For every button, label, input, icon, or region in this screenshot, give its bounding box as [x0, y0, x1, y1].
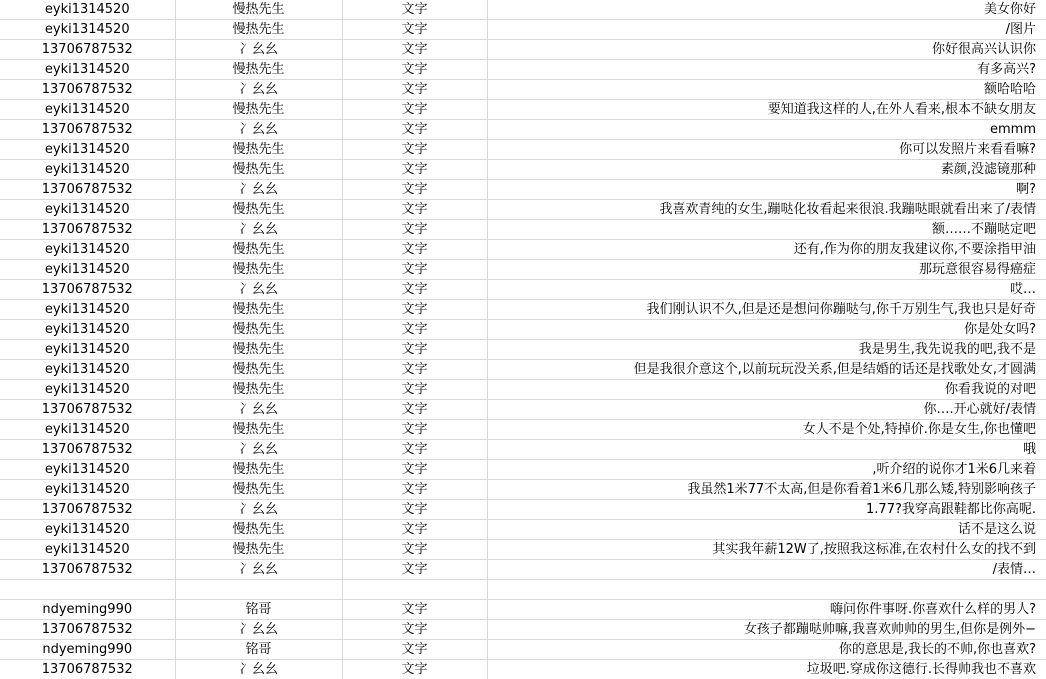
table-row: [0, 340, 1046, 360]
cell-type: 文字: [342, 220, 487, 240]
table-row: [0, 540, 1046, 560]
cell-account: eyki1314520: [0, 520, 175, 540]
cell-account: eyki1314520: [0, 420, 175, 440]
cell-message: 其实我年薪12W了,按照我这标准,在农村什么女的找不到: [487, 540, 1046, 560]
cell-type: 文字: [342, 280, 487, 300]
table-row: [0, 240, 1046, 260]
cell-account: eyki1314520: [0, 380, 175, 400]
cell-nickname: 冫幺幺: [175, 500, 342, 520]
cell-type: [342, 580, 487, 600]
cell-nickname: 冫幺幺: [175, 280, 342, 300]
cell-type: 文字: [342, 480, 487, 500]
cell-nickname: 冫幺幺: [175, 620, 342, 640]
cell-type: 文字: [342, 240, 487, 260]
table-row: [0, 520, 1046, 540]
table-row: [0, 280, 1046, 300]
cell-account: 13706787532: [0, 40, 175, 60]
cell-nickname: 冫幺幺: [175, 560, 342, 580]
cell-message: 你的意思是,我长的不帅,你也喜欢?: [487, 640, 1046, 660]
cell-message: 哦: [487, 440, 1046, 460]
cell-account: 13706787532: [0, 440, 175, 460]
cell-nickname: 慢热先生: [175, 540, 342, 560]
cell-message: 我虽然1米77不太高,但是你看着1米6几那么矮,特别影响孩子: [487, 480, 1046, 500]
cell-account: eyki1314520: [0, 160, 175, 180]
cell-type: 文字: [342, 320, 487, 340]
table-row: [0, 400, 1046, 420]
cell-account: 13706787532: [0, 80, 175, 100]
cell-nickname: 慢热先生: [175, 200, 342, 220]
cell-nickname: 冫幺幺: [175, 440, 342, 460]
cell-nickname: 慢热先生: [175, 140, 342, 160]
table-row: [0, 300, 1046, 320]
cell-account: eyki1314520: [0, 240, 175, 260]
cell-message: 素颜,没滤镜那种: [487, 160, 1046, 180]
cell-nickname: [175, 580, 342, 600]
cell-account: eyki1314520: [0, 480, 175, 500]
cell-message: emmm: [487, 120, 1046, 140]
cell-nickname: 慢热先生: [175, 20, 342, 40]
cell-type: 文字: [342, 140, 487, 160]
cell-message: ,听介绍的说你才1米6几来着: [487, 460, 1046, 480]
cell-type: 文字: [342, 40, 487, 60]
table-row: [0, 500, 1046, 520]
table-row: [0, 480, 1046, 500]
cell-account: eyki1314520: [0, 100, 175, 120]
table-row: [0, 0, 1046, 20]
table-row: [0, 60, 1046, 80]
cell-nickname: 慢热先生: [175, 0, 342, 20]
cell-type: 文字: [342, 400, 487, 420]
table-row: [0, 640, 1046, 660]
cell-nickname: 慢热先生: [175, 360, 342, 380]
cell-type: 文字: [342, 380, 487, 400]
cell-message: 你是处女吗?: [487, 320, 1046, 340]
cell-account: eyki1314520: [0, 20, 175, 40]
cell-account: 13706787532: [0, 400, 175, 420]
table-row: [0, 140, 1046, 160]
cell-nickname: 慢热先生: [175, 60, 342, 80]
cell-type: 文字: [342, 120, 487, 140]
cell-nickname: 慢热先生: [175, 380, 342, 400]
cell-type: 文字: [342, 100, 487, 120]
cell-message: 哎…: [487, 280, 1046, 300]
table-row: [0, 220, 1046, 240]
table-row: [0, 320, 1046, 340]
cell-type: 文字: [342, 640, 487, 660]
cell-type: 文字: [342, 500, 487, 520]
cell-type: 文字: [342, 60, 487, 80]
cell-message: 有多高兴?: [487, 60, 1046, 80]
cell-account: 13706787532: [0, 120, 175, 140]
cell-account: eyki1314520: [0, 360, 175, 380]
cell-message: 1.77?我穿高跟鞋都比你高呢.: [487, 500, 1046, 520]
cell-account: eyki1314520: [0, 540, 175, 560]
cell-type: 文字: [342, 440, 487, 460]
cell-message: 要知道我这样的人,在外人看来,根本不缺女朋友: [487, 100, 1046, 120]
table-row: [0, 80, 1046, 100]
cell-account: 13706787532: [0, 220, 175, 240]
table-row: [0, 660, 1046, 679]
cell-type: 文字: [342, 0, 487, 20]
cell-message: 女孩子都蹦哒帅嘛,我喜欢帅帅的男生,但你是例外−: [487, 620, 1046, 640]
cell-message: [487, 580, 1046, 600]
cell-type: 文字: [342, 340, 487, 360]
table-row: [0, 560, 1046, 580]
cell-account: 13706787532: [0, 560, 175, 580]
cell-message: 额哈哈哈: [487, 80, 1046, 100]
cell-message: 你可以发照片来看看嘛?: [487, 140, 1046, 160]
cell-account: 13706787532: [0, 280, 175, 300]
cell-nickname: 冫幺幺: [175, 220, 342, 240]
cell-account: 13706787532: [0, 660, 175, 679]
cell-message: /图片: [487, 20, 1046, 40]
table-row: [0, 100, 1046, 120]
table-row: [0, 460, 1046, 480]
table-row: [0, 200, 1046, 220]
cell-type: 文字: [342, 360, 487, 380]
table-row: [0, 120, 1046, 140]
cell-type: 文字: [342, 620, 487, 640]
cell-type: 文字: [342, 420, 487, 440]
cell-nickname: 慢热先生: [175, 420, 342, 440]
table-row-spacer: [0, 580, 1046, 600]
table-row: [0, 620, 1046, 640]
cell-account: eyki1314520: [0, 340, 175, 360]
cell-account: eyki1314520: [0, 320, 175, 340]
cell-account: [0, 580, 175, 600]
cell-message: 女人不是个处,特掉价.你是女生,你也懂吧: [487, 420, 1046, 440]
cell-message: 你看我说的对吧: [487, 380, 1046, 400]
cell-account: eyki1314520: [0, 300, 175, 320]
cell-type: 文字: [342, 460, 487, 480]
cell-message: 额……不蹦哒定吧: [487, 220, 1046, 240]
cell-message: 啊?: [487, 180, 1046, 200]
cell-nickname: 慢热先生: [175, 520, 342, 540]
table-row: [0, 440, 1046, 460]
cell-nickname: 慢热先生: [175, 340, 342, 360]
cell-account: eyki1314520: [0, 60, 175, 80]
table-row: [0, 260, 1046, 280]
cell-account: ndyeming990: [0, 600, 175, 620]
cell-message: 我们刚认识不久,但是还是想问你蹦哒勻,你千万别生气,我也只是好奇: [487, 300, 1046, 320]
cell-nickname: 慢热先生: [175, 320, 342, 340]
table-row: [0, 380, 1046, 400]
table-row: [0, 160, 1046, 180]
cell-nickname: 冫幺幺: [175, 400, 342, 420]
cell-nickname: 铭哥: [175, 600, 342, 620]
cell-type: 文字: [342, 200, 487, 220]
cell-message: 话不是这么说: [487, 520, 1046, 540]
cell-message: 我喜欢青纯的女生,蹦哒化妆看起来很浪.我蹦哒眼就看出来了/表情: [487, 200, 1046, 220]
table-row: [0, 600, 1046, 620]
cell-nickname: 慢热先生: [175, 300, 342, 320]
cell-message: 嗨问你件事呀.你喜欢什么样的男人?: [487, 600, 1046, 620]
cell-type: 文字: [342, 160, 487, 180]
table-row: [0, 40, 1046, 60]
cell-type: 文字: [342, 80, 487, 100]
cell-account: ndyeming990: [0, 640, 175, 660]
cell-message: 那玩意很容易得癌症: [487, 260, 1046, 280]
cell-nickname: 慢热先生: [175, 480, 342, 500]
cell-message: 你好很高兴认识你: [487, 40, 1046, 60]
cell-account: 13706787532: [0, 500, 175, 520]
cell-account: 13706787532: [0, 620, 175, 640]
cell-message: 还有,作为你的朋友我建议你,不要涂指甲油: [487, 240, 1046, 260]
cell-nickname: 冫幺幺: [175, 660, 342, 679]
cell-type: 文字: [342, 300, 487, 320]
cell-nickname: 慢热先生: [175, 100, 342, 120]
cell-message: 垃圾吧.穿成你这德行.长得帅我也不喜欢: [487, 660, 1046, 679]
cell-account: eyki1314520: [0, 260, 175, 280]
cell-type: 文字: [342, 20, 487, 40]
cell-account: eyki1314520: [0, 140, 175, 160]
table-row: [0, 20, 1046, 40]
cell-nickname: 冫幺幺: [175, 180, 342, 200]
cell-type: 文字: [342, 180, 487, 200]
cell-message: 但是我很介意这个,以前玩玩没关系,但是结婚的话还是找歌处女,才圆满: [487, 360, 1046, 380]
table-row: [0, 360, 1046, 380]
cell-type: 文字: [342, 660, 487, 679]
cell-nickname: 慢热先生: [175, 460, 342, 480]
cell-message: 你….开心就好/表情: [487, 400, 1046, 420]
table-row: [0, 180, 1046, 200]
cell-account: 13706787532: [0, 180, 175, 200]
cell-nickname: 冫幺幺: [175, 80, 342, 100]
cell-account: eyki1314520: [0, 0, 175, 20]
cell-type: 文字: [342, 540, 487, 560]
cell-account: eyki1314520: [0, 200, 175, 220]
table-row: [0, 420, 1046, 440]
cell-message: /表情…: [487, 560, 1046, 580]
cell-nickname: 铭哥: [175, 640, 342, 660]
cell-nickname: 冫幺幺: [175, 40, 342, 60]
cell-account: eyki1314520: [0, 460, 175, 480]
cell-nickname: 慢热先生: [175, 160, 342, 180]
cell-type: 文字: [342, 520, 487, 540]
cell-type: 文字: [342, 560, 487, 580]
cell-type: 文字: [342, 260, 487, 280]
cell-nickname: 冫幺幺: [175, 120, 342, 140]
cell-message: 我是男生,我先说我的吧,我不是: [487, 340, 1046, 360]
cell-nickname: 慢热先生: [175, 260, 342, 280]
cell-nickname: 慢热先生: [175, 240, 342, 260]
cell-type: 文字: [342, 600, 487, 620]
cell-message: 美女你好: [487, 0, 1046, 20]
